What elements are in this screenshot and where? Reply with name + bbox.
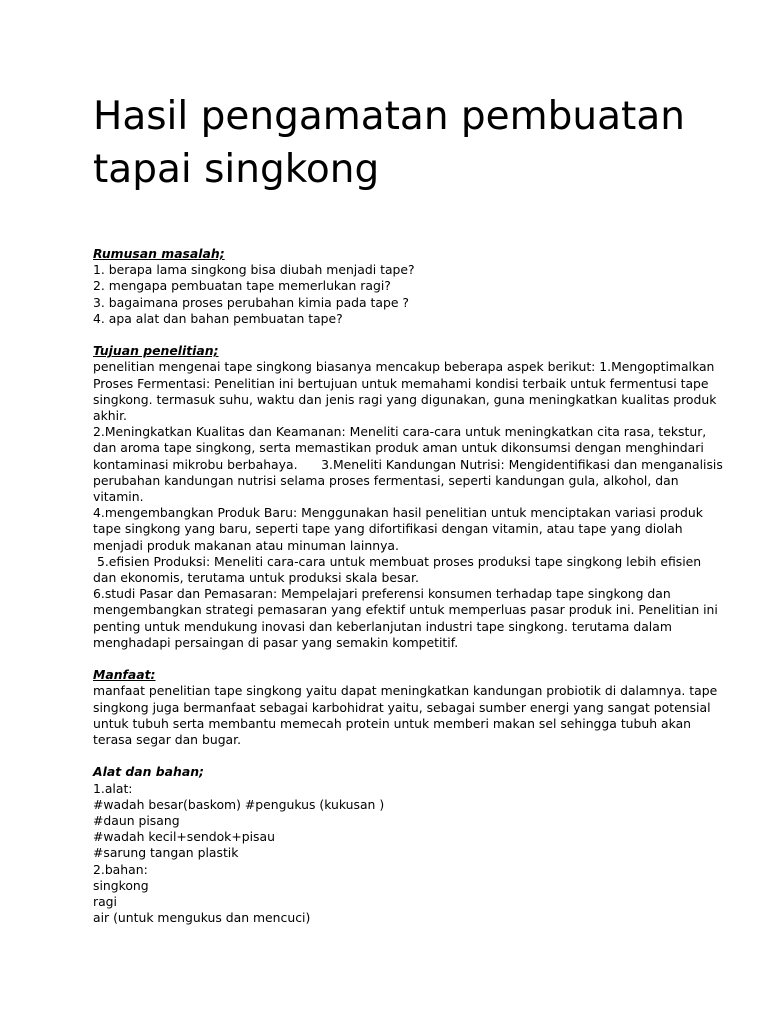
document-body bbox=[93, 246, 723, 926]
tujuan-line: Proses Fermentasi: Penelitian ini bertujuan untuk memahami kondisi terbaik untuk fermentusi tape bbox=[93, 375, 709, 391]
tujuan-line: akhir. bbox=[93, 408, 127, 424]
rumusan-line: 2. mengapa pembuatan tape memerlukan ragi? bbox=[93, 278, 391, 294]
blank-line bbox=[93, 748, 693, 764]
tujuan-line: vitamin. bbox=[93, 489, 144, 505]
alat-line: #wadah besar(baskom) #pengukus (kukusan ) bbox=[93, 796, 385, 812]
rumusan-line: 3. bagaimana proses perubahan kimia pada tape ? bbox=[93, 294, 410, 310]
alat-line: singkong bbox=[93, 877, 149, 893]
tujuan-line: perubahan kandungan nutrisi selama proses fermentasi, seperti kandungan gula, alkohol, dan bbox=[93, 472, 679, 488]
document-title bbox=[93, 90, 733, 196]
manfaat-line: singkong juga bermanfaat sebagai karbohidrat yaitu, sebagai sumber energi yang sangat potensial bbox=[93, 699, 711, 715]
tujuan-heading: Tujuan penelitian; bbox=[93, 343, 219, 359]
rumusan-line: 4. apa alat dan bahan pembuatan tape? bbox=[93, 310, 343, 326]
alat-line: 2.bahan: bbox=[93, 861, 148, 877]
manfaat-line: manfaat penelitian tape singkong yaitu dapat meningkatkan kandungan probiotik di dalamnya. tape bbox=[93, 683, 718, 699]
alat-line: #daun pisang bbox=[93, 813, 180, 829]
tujuan-line: 4.mengembangkan Produk Baru: Menggunakan hasil penelitian untuk menciptakan variasi produk bbox=[93, 505, 703, 521]
tujuan-line: 5.efisien Produksi: Meneliti cara-cara untuk membuat proses produksi tape singkong lebih efisien bbox=[93, 553, 702, 569]
tujuan-line: penelitian mengenai tape singkong biasanya mencakup beberapa aspek berikut: 1.Mengoptimalkan bbox=[93, 359, 715, 375]
tujuan-line: tape singkong yang baru, seperti tape yang difortifikasi dengan vitamin, atau tape yang diolah bbox=[93, 521, 683, 537]
tujuan-line: menjadi produk makanan atau minuman lainnya. bbox=[93, 537, 399, 553]
title-line: Hasil pengamatan pembuatan bbox=[93, 94, 685, 139]
tujuan-line: kontaminasi mikrobu berbahaya. 3.Meneliti Kandungan Nutrisi: Mengidentifikasi dan menganalisis bbox=[93, 456, 723, 472]
blank-line bbox=[93, 651, 693, 667]
alat-heading: Alat dan bahan; bbox=[93, 764, 204, 780]
alat-line: #sarung tangan plastik bbox=[93, 845, 239, 861]
blank-line bbox=[93, 327, 693, 343]
alat-line: #wadah kecil+sendok+pisau bbox=[93, 829, 275, 845]
alat-line: air (untuk mengukus dan mencuci) bbox=[93, 910, 311, 926]
tujuan-line: menghadapi persaingan di pasar yang semakin kompetitif. bbox=[93, 634, 459, 650]
tujuan-line: 6.studi Pasar dan Pemasaran: Mempelajari preferensi konsumen terhadap tape singkong dan bbox=[93, 586, 671, 602]
tujuan-line: singkong. termasuk suhu, waktu dan jenis ragi yang digunakan, guna meningkatkan kualitas produk bbox=[93, 391, 717, 407]
title-line: tapai singkong bbox=[93, 147, 380, 192]
alat-line: 1.alat: bbox=[93, 780, 133, 796]
tujuan-line: dan ekonomis, terutama untuk produksi skala besar. bbox=[93, 570, 419, 586]
manfaat-heading: Manfaat: bbox=[93, 667, 156, 683]
tujuan-line: 2.Meningkatkan Kualitas dan Keamanan: Meneliti cara-cara untuk meningkatkan cita rasa, tekstur, bbox=[93, 424, 707, 440]
tujuan-line: dan aroma tape singkong, serta memastikan produk aman untuk dikonsumsi dengan menghindari bbox=[93, 440, 704, 456]
rumusan-heading: Rumusan masalah; bbox=[93, 246, 225, 261]
tujuan-line: mengembangkan strategi pemasaran yang efektif untuk memperluas pasar produk ini. Penelitian ini bbox=[93, 602, 718, 618]
manfaat-line: terasa segar dan bugar. bbox=[93, 732, 242, 748]
rumusan-line: 1. berapa lama singkong bisa diubah menjadi tape? bbox=[93, 262, 415, 278]
manfaat-line: untuk tubuh serta membantu memecah protein untuk memberi makan sel sehingga tubuh akan bbox=[93, 715, 692, 731]
alat-line: ragi bbox=[93, 894, 117, 910]
tujuan-line: penting untuk mendukung inovasi dan keberlanjutan industri tape singkong. terutama dalam bbox=[93, 618, 672, 634]
